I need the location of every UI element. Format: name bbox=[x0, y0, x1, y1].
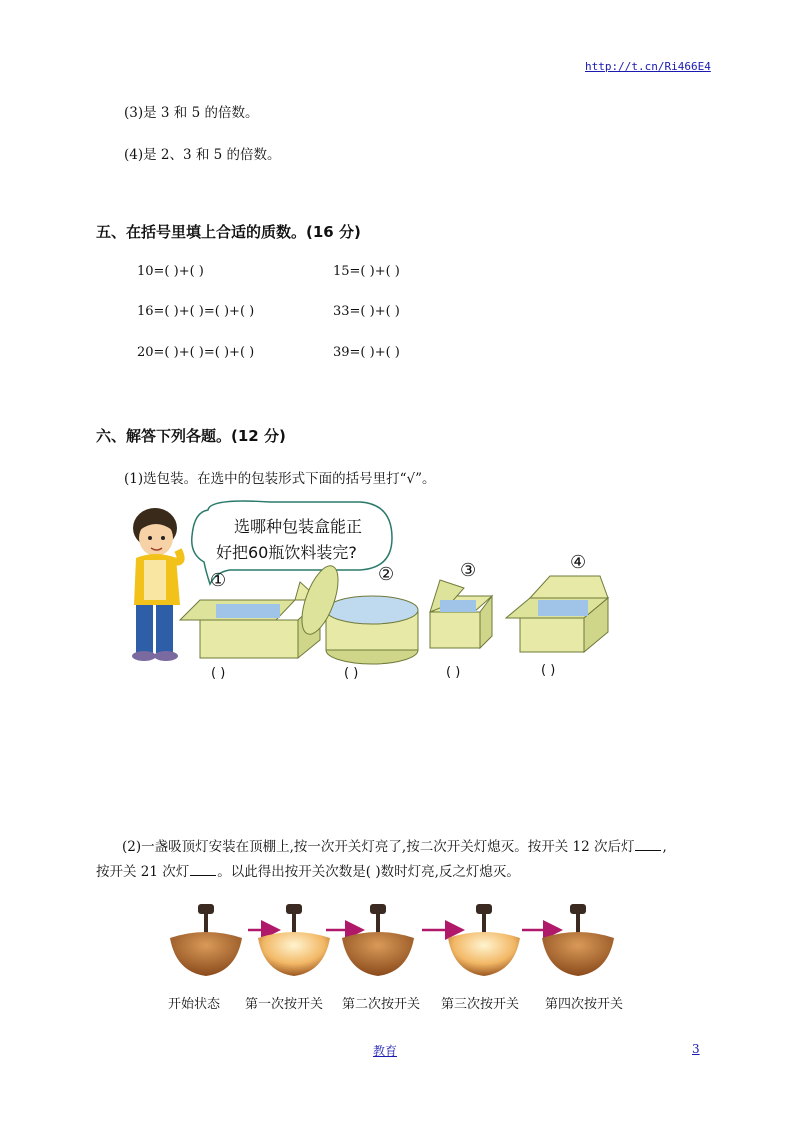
question-6-2-text-c: 按开关 21 次灯 bbox=[96, 864, 190, 880]
lamp-sequence-illustration bbox=[160, 898, 630, 988]
box-number-3: ③ bbox=[460, 560, 477, 581]
box-1-icon bbox=[180, 582, 320, 658]
boy-figure-icon bbox=[132, 508, 181, 661]
page-number: 3 bbox=[692, 1042, 700, 1056]
box-3-icon bbox=[430, 580, 492, 648]
box-4-icon bbox=[506, 576, 608, 652]
section-5-title: 五、在括号里填上合适的质数。(16 分) bbox=[96, 223, 361, 241]
box-number-1: ① bbox=[210, 570, 227, 591]
question-6-2-text-d: 。以此得出按开关次数是( )数时灯亮,反之灯熄灭。 bbox=[217, 864, 520, 880]
answer-blank-12[interactable] bbox=[635, 838, 661, 851]
lamp-caption-4: 第四次按开关 bbox=[545, 997, 624, 1012]
question-6-2-text-a: (2)一盏吸顶灯安装在顶棚上,按一次开关灯亮了,按二次开关灯熄灭。按开关 12 次后灯 bbox=[122, 839, 635, 855]
lamp-caption-start: 开始状态 bbox=[168, 997, 221, 1012]
answer-paren-1[interactable]: ( ) bbox=[211, 666, 226, 681]
question-6-1: (1)选包装。在选中的包装形式下面的括号里打“√”。 bbox=[124, 471, 436, 487]
answer-paren-4[interactable]: ( ) bbox=[541, 663, 556, 678]
equation-39: 39=( )+( ) bbox=[333, 345, 400, 360]
section-6-title: 六、解答下列各题。(12 分) bbox=[96, 427, 286, 445]
lamp-off-icon bbox=[342, 904, 414, 976]
box-number-2: ② bbox=[378, 564, 395, 585]
lamp-caption-2: 第二次按开关 bbox=[342, 997, 421, 1012]
footer-link[interactable]: 教育 bbox=[373, 1044, 398, 1058]
equation-10: 10=( )+( ) bbox=[137, 264, 204, 279]
question-4-3: (3)是 3 和 5 的倍数。 bbox=[124, 105, 259, 121]
equation-16: 16=( )+( )=( )+( ) bbox=[137, 304, 255, 319]
bubble-line-2: 好把60瓶饮料装完? bbox=[216, 543, 357, 562]
lamp-on-icon bbox=[448, 904, 520, 976]
header-url[interactable]: http://t.cn/Ri466E4 bbox=[585, 60, 711, 73]
answer-paren-3[interactable]: ( ) bbox=[446, 665, 461, 680]
answer-blank-21[interactable] bbox=[190, 863, 216, 876]
lamp-caption-3: 第三次按开关 bbox=[441, 997, 520, 1012]
lamp-caption-1: 第一次按开关 bbox=[245, 997, 324, 1012]
question-6-2-line-1 bbox=[122, 835, 667, 855]
equation-20: 20=( )+( )=( )+( ) bbox=[137, 345, 255, 360]
answer-paren-2[interactable]: ( ) bbox=[344, 666, 359, 681]
lamp-off-icon bbox=[542, 904, 614, 976]
equation-15: 15=( )+( ) bbox=[333, 264, 400, 279]
packaging-illustration bbox=[120, 500, 640, 700]
lamp-on-icon bbox=[258, 904, 330, 976]
question-6-2-text-b: , bbox=[662, 839, 667, 855]
box-2-icon bbox=[295, 561, 418, 664]
equation-33: 33=( )+( ) bbox=[333, 304, 400, 319]
box-number-4: ④ bbox=[570, 552, 587, 573]
question-6-2-line-2 bbox=[96, 860, 520, 880]
question-4-4: (4)是 2、3 和 5 的倍数。 bbox=[124, 147, 281, 163]
bubble-line-1: 选哪种包装盒能正 bbox=[234, 517, 363, 536]
lamp-off-icon bbox=[170, 904, 242, 976]
